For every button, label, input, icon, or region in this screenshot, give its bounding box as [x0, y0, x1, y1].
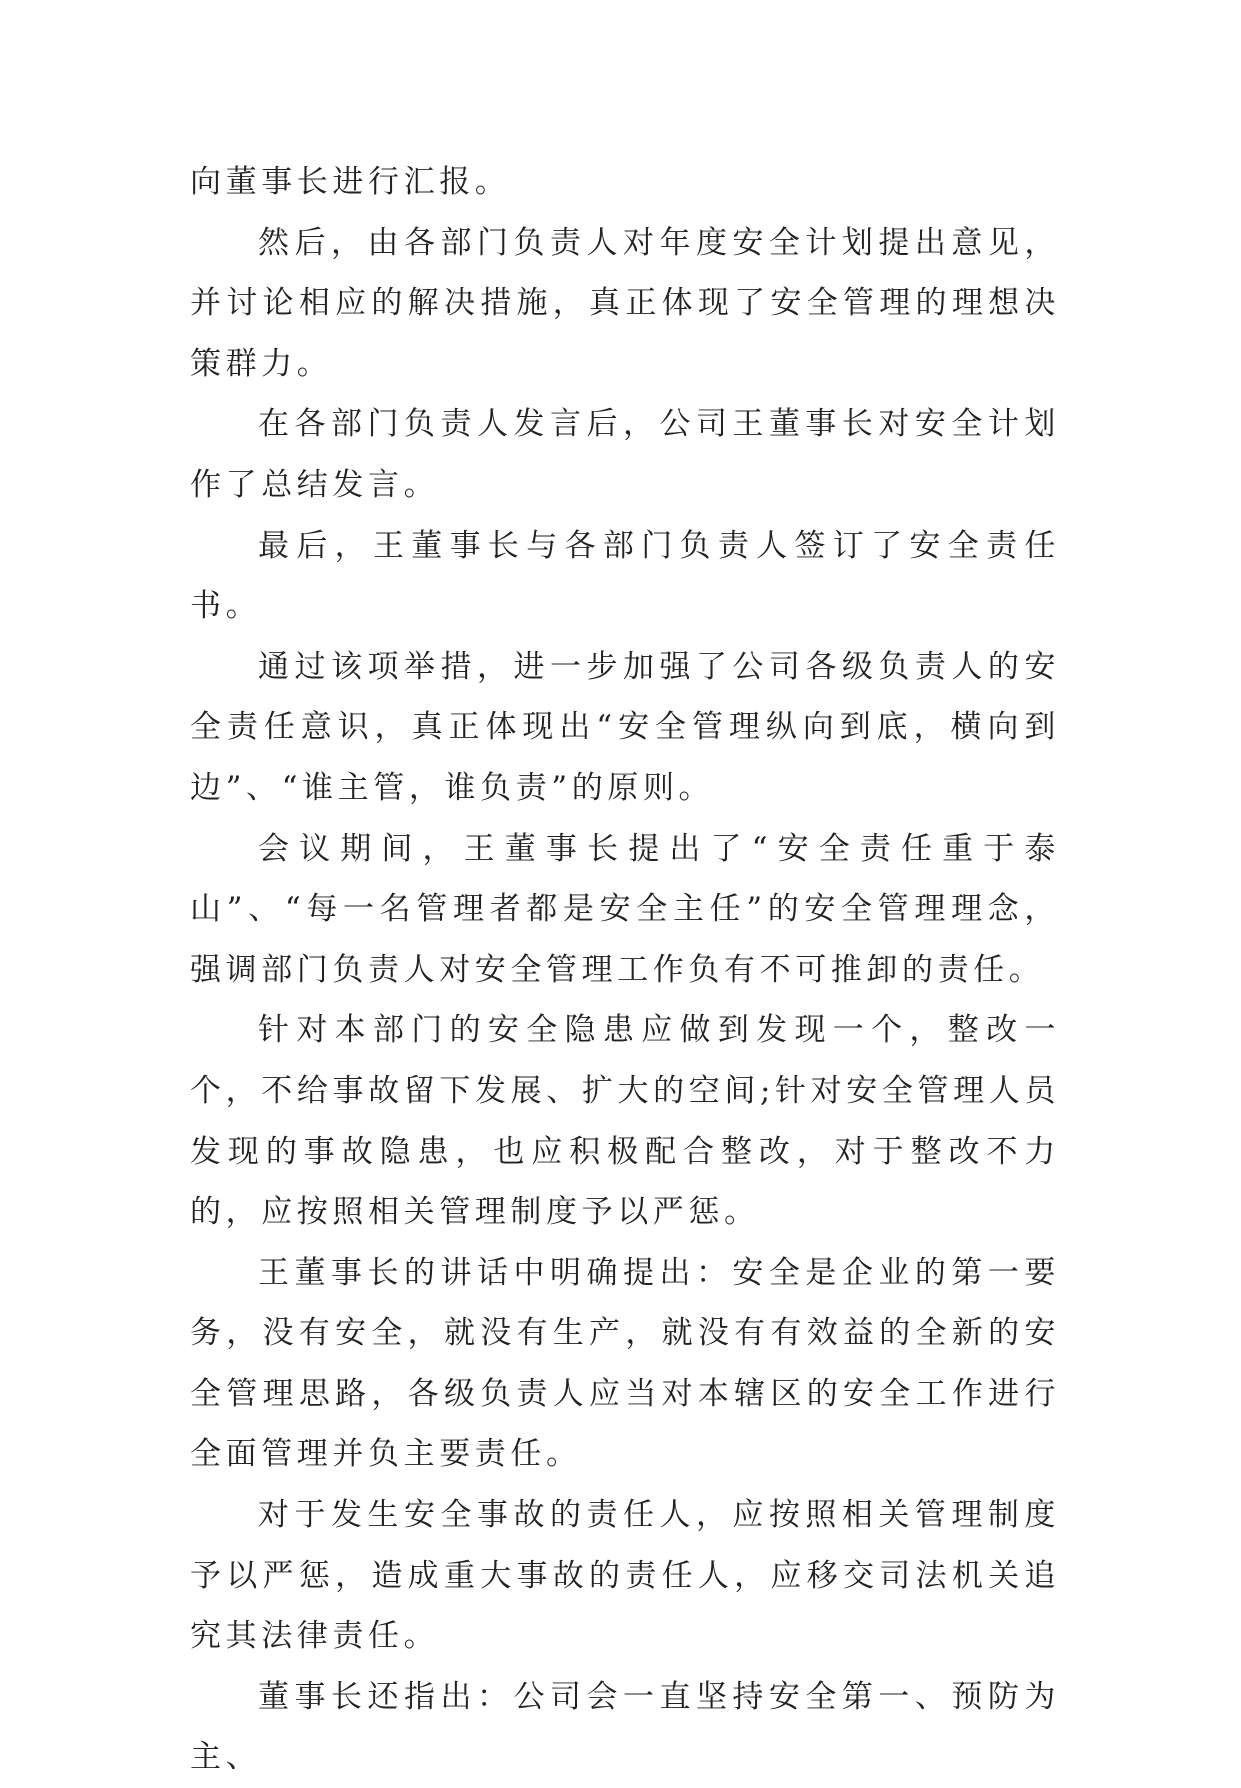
paragraph-10: 董事长还指出：公司会一直坚持安全第一、预防为主、	[190, 1678, 1060, 1776]
paragraph-9: 对于发生安全事故的责任人，应按照相关管理制度予以严惩，造成重大事故的责任人，应移交司法机关追究其法律责任。	[190, 1497, 1060, 1655]
document-body	[190, 152, 1060, 1788]
paragraph-7: 针对本部门的安全隐患应做到发现一个，整改一个，不给事故留下发展、扩大的空间;针对安全管理人员发现的事故隐患，也应积极配合整改，对于整改不力的，应按照相关管理制度予以严惩。	[190, 1012, 1060, 1231]
paragraph-2: 然后，由各部门负责人对年度安全计划提出意见，并讨论相应的解决措施，真正体现了安全管理的理想决策群力。	[190, 224, 1060, 382]
paragraph-8: 王董事长的讲话中明确提出：安全是企业的第一要务，没有安全，就没有生产，就没有有效益的全新的安全管理思路，各级负责人应当对本辖区的安全工作进行全面管理并负主要责任。	[190, 1254, 1060, 1473]
paragraph-5: 通过该项举措，进一步加强了公司各级负责人的安全责任意识，真正体现出“安全管理纵向到底，横向到边”、“谁主管，谁负责”的原则。	[190, 648, 1060, 806]
paragraph-3: 在各部门负责人发言后，公司王董事长对安全计划作了总结发言。	[190, 406, 1060, 503]
paragraph-4: 最后，王董事长与各部门负责人签订了安全责任书。	[190, 527, 1060, 625]
paragraph-1: 向董事长进行汇报。	[190, 164, 511, 200]
paragraph-6: 会议期间，王董事长提出了“安全责任重于泰山”、“每一名管理者都是安全主任”的安全管理理念，强调部门负责人对安全管理工作负有不可推卸的责任。	[190, 830, 1060, 988]
